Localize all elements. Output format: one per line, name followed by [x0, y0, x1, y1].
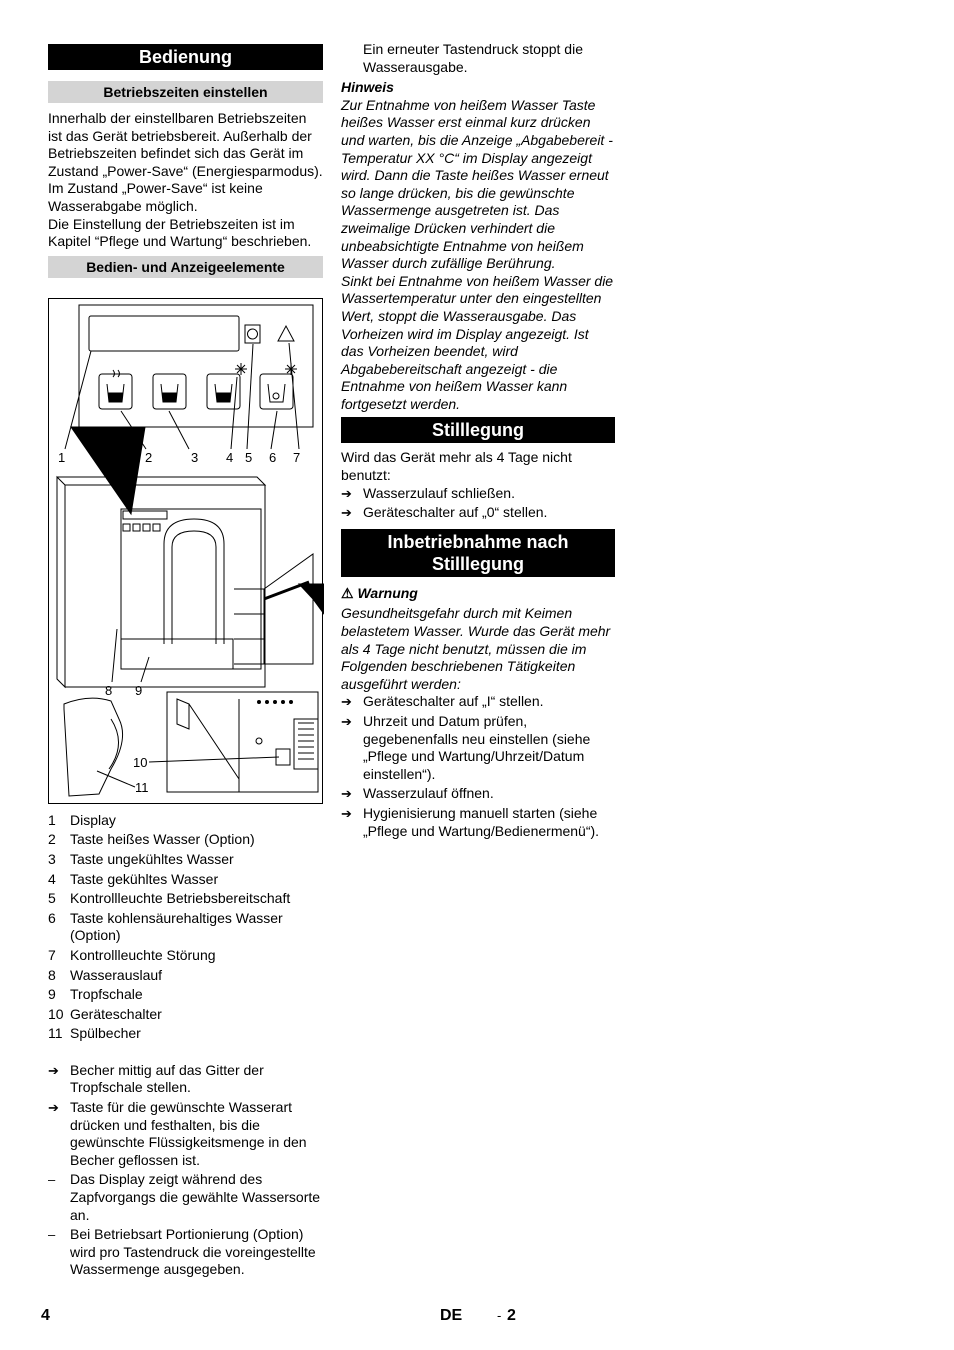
dash-marker: – [48, 1227, 56, 1243]
hint-title: Hinweis [341, 79, 394, 96]
shutdown-steps [341, 485, 615, 522]
list-item: 7 Kontrollleuchte Störung [48, 946, 216, 963]
fault-light-icon [278, 326, 294, 341]
list-item: 10 Geräteschalter [48, 1005, 162, 1022]
figure-label-4: 4 [226, 449, 234, 465]
list-item: ➔ Becher mittig auf das Gitter der Tropfschale stellen. [48, 1061, 264, 1096]
left-column [48, 44, 323, 1279]
figure-label-5: 5 [245, 449, 253, 465]
list-item: 6 Taste kohlensäurehaltiges Wasser (Option) [48, 909, 283, 944]
list-item: ➔ Geräteschalter auf „0“ stellen. [341, 504, 548, 521]
language-code: DE [440, 1307, 463, 1324]
arrow-right-icon: ➔ [341, 505, 352, 521]
list-item: ➔ Wasserzulauf schließen. [341, 484, 515, 501]
warning-title: ⚠ Warnung [341, 584, 418, 601]
figure-legend [48, 812, 323, 1043]
list-item: 3 Taste ungekühltes Wasser [48, 850, 234, 867]
device-figure [48, 298, 323, 804]
list-item: 11 Spülbecher [48, 1025, 141, 1042]
list-item: 4 Taste gekühltes Wasser [48, 870, 219, 887]
paragraph: Die Einstellung der Betriebszeiten ist im Kapitel “Pflege und Wartung“ beschrieben. [48, 215, 312, 250]
figure-label-8: 8 [105, 682, 113, 698]
callout-lines-8-9 [112, 629, 149, 682]
figure-label-7: 7 [293, 449, 301, 465]
zoom-wedge [71, 427, 145, 514]
section-title-inbetriebnahme: Inbetriebnahme nach Stilllegung [341, 529, 615, 577]
power-icon [248, 329, 258, 339]
list-item: 1 Display [48, 811, 116, 828]
hot-water-button-icon [99, 370, 132, 409]
instruction-steps [48, 1062, 323, 1279]
list-item: ➔ Geräteschalter auf „I“ stellen. [341, 693, 544, 710]
page-number: 4 [41, 1307, 50, 1324]
display-shape [89, 316, 239, 351]
section-title-bedienung: Bedienung [48, 44, 323, 70]
cooled-water-button-icon [207, 363, 247, 409]
figure-label-6: 6 [269, 449, 277, 465]
figure-label-3: 3 [191, 449, 199, 465]
figure-label-10: 10 [133, 754, 148, 770]
rinsing-cup [64, 698, 123, 796]
list-item: 5 Kontrollleuchte Betriebsbereitschaft [48, 890, 291, 907]
list-item: 9 Tropfschale [48, 986, 143, 1003]
restart-steps [341, 693, 615, 840]
switch-closeup [167, 692, 318, 792]
callout-lines-10-11 [97, 754, 279, 787]
zoom-wedge-2 [299, 584, 324, 614]
list-item: 2 Taste heißes Wasser (Option) [48, 831, 255, 848]
warning-triangle-icon: ⚠ [341, 584, 354, 601]
list-item: – Bei Betriebsart Portionierung (Option) wird pro Tastendruck die voreingestellte Wassermenge ausgegeben. [48, 1226, 316, 1278]
figure-label-11: 11 [135, 779, 149, 795]
arrow-right-icon: ➔ [341, 694, 352, 710]
list-item: – Das Display zeigt während des Zapfvorgangs die gewählte Wassersorte an. [48, 1171, 321, 1223]
right-column [341, 41, 615, 840]
arrow-right-icon: ➔ [341, 805, 352, 821]
paragraph: Ein erneuter Tastendruck stoppt die Wasserausgabe. [363, 41, 583, 75]
uncooled-water-button-icon [153, 374, 186, 409]
arrow-right-icon: ➔ [48, 1100, 59, 1116]
paragraph: Innerhalb der einstellbaren Betriebszeiten ist das Gerät betriebsbereit. Außerhalb der Betriebszeiten befindet sich das Gerät im Zustand „Power-Save“ (Energiesparmodus). Im Zustand „Power-Save“ ist keine Wasserabgabe möglich. [48, 110, 323, 214]
sub-page-number: 2 [507, 1307, 516, 1324]
figure-label-9: 9 [135, 682, 143, 698]
dash-marker: – [48, 1172, 56, 1188]
arrow-right-icon: ➔ [48, 1062, 59, 1078]
list-item: 8 Wasserauslauf [48, 966, 163, 983]
hint-paragraph: Sinkt bei Entnahme von heißem Wasser die Wassertemperatur unter den eingestellten Wert, stoppt die Wasserausgabe. Das Vorheizen wird im Display angezeigt. Ist das Vorheizen beendet, wird Abgabebereitschaft angezeigt - die Entnahme von heißem Wasser kann fortgesetzt werden. [341, 272, 614, 412]
page-separator: - [497, 1308, 502, 1323]
paragraph: Wird das Gerät mehr als 4 Tage nicht benutzt: [341, 449, 572, 484]
section-title-stilllegung: Stilllegung [341, 417, 615, 443]
arrow-right-icon: ➔ [341, 786, 352, 802]
device-body [57, 477, 313, 687]
figure-label-2: 2 [145, 449, 153, 465]
device-illustration [49, 299, 324, 803]
list-item: ➔ Hygienisierung manuell starten (siehe „Pflege und Wartung/Bedienermenü“). [341, 804, 600, 839]
subheading-bedienelemente: Bedien- und Anzeigeelemente [48, 256, 323, 278]
arrow-right-icon: ➔ [341, 485, 352, 501]
list-item: ➔ Taste für die gewünschte Wasserart drücken und festhalten, bis die gewünschte Flüssigkeitsmenge in den Becher geflossen ist. [48, 1099, 307, 1168]
arrow-right-icon: ➔ [341, 714, 352, 729]
list-item: ➔ Wasserzulauf öffnen. [341, 785, 494, 802]
warning-paragraph: Gesundheitsgefahr durch mit Keimen belastetem Wasser. Wurde das Gerät mehr als 4 Tage nicht benutzt, müssen die im Folgenden beschriebenen Tätigkeiten ausgeführt werden: [341, 605, 611, 692]
figure-label-1: 1 [58, 449, 66, 465]
subheading-betriebszeiten: Betriebszeiten einstellen [48, 81, 323, 103]
list-item: ➔ Uhrzeit und Datum prüfen, gegebenenfalls neu einstellen (siehe „Pflege und Wartung/Uhrzeit/Datum einstellen“). [341, 713, 591, 782]
hint-paragraph: Zur Entnahme von heißem Wasser Taste heißes Wasser erst einmal kurz drücken und warten, bis die Anzeige „Abgabebereit - Temperatur XX °C“ im Display angezeigt wird. Dann die Taste heißes Wasser erneut so lange drücken, bis die gewünschte Wassermenge ausgetreten ist. Das zweimalige Drücken verhindert die unbeabsichtigte Entnahme von heißem Wasser durch zufällige Berührung. [341, 96, 613, 272]
